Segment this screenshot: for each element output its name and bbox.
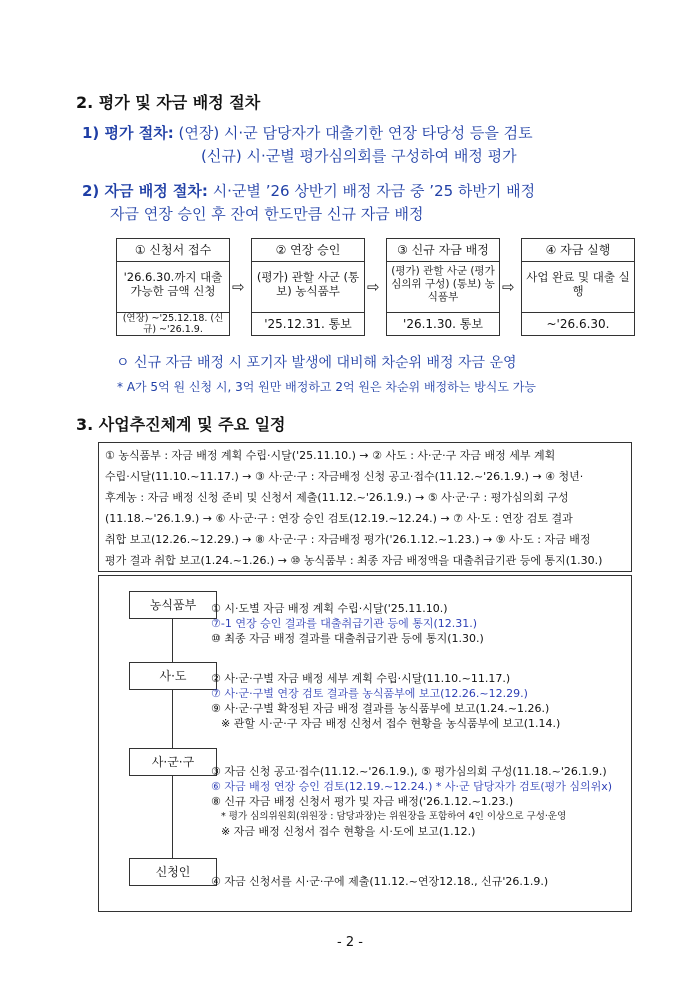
flow-step-4-head: ④ 자금 실행: [522, 239, 634, 262]
task-line: ③ 자금 신청 공고·접수(11.12.~'26.1.9.), ⑤ 평가심의회 구성(11.18.~'26.1.9.): [211, 765, 607, 778]
role-applicant: 신청인: [129, 858, 217, 886]
org-connector-line: [172, 608, 173, 878]
task-line: ① 시·도별 자금 배정 계획 수립·시달('25.11.10.): [211, 602, 448, 615]
note-reserve: ㅇ 신규 자금 배정 시 포기자 발생에 대비해 차순위 배정 자금 운영: [116, 355, 517, 371]
task-line: ⑦-1 연장 승인 결과를 대출취급기관 등에 통지(12.31.): [211, 617, 478, 630]
flow-step-1-head: ① 신청서 접수: [117, 239, 229, 262]
role-city-tasks: [211, 764, 612, 839]
task-line: * 평가 심의위원회(위원장 : 담당과장)는 위원장을 포함하여 4인 이상으로 구성·운영: [221, 811, 567, 822]
summary-line: 수립·시달(11.10.~11.17.) → ③ 사·군·구 : 자금배정 신청 공고·접수(11.12.~'26.1.9.) → ④ 청년·: [105, 470, 584, 483]
evaluation-procedure: [82, 122, 533, 143]
note-example: * A가 5억 원 신청 시, 3억 원만 배정하고 2억 원은 차순위 배정하는 방식도 가능: [117, 380, 536, 394]
schedule-summary-box: [98, 442, 632, 572]
page-number: - 2 -: [337, 935, 363, 950]
flow-step-3-head: ③ 신규 자금 배정: [387, 239, 499, 262]
evaluation-line1: (연장) 시·군 담당자가 대출기한 연장 타당성 등을 검토: [178, 124, 533, 142]
allocation-procedure: [82, 180, 535, 201]
evaluation-procedure-label: 1) 평가 절차:: [82, 124, 174, 142]
summary-line: ① 농식품부 : 자금 배정 계획 수립·시달('25.11.10.) → ② 사도 : 사·군·구 자금 배정 세부 계획: [105, 449, 556, 462]
flow-step-3-body: (평가) 관할 사군 (평가심의위 구성) (통보) 농식품부: [391, 264, 495, 303]
role-province: 사·도: [129, 662, 217, 690]
flow-step-3-date: '26.1.30. 통보: [387, 312, 499, 335]
task-line: ⑥ 자금 배정 연장 승인 검토(12.19.~12.24.) * 사·군 담당자가 검토(평가 심의위x): [211, 780, 613, 793]
flow-step-4-body: 사업 완료 및 대출 실행: [526, 270, 630, 298]
section3-title: 3. 사업추진체계 및 주요 일정: [76, 415, 286, 434]
role-province-tasks: [211, 671, 560, 731]
flow-step-4: [521, 238, 635, 336]
schedule-summary: [105, 445, 602, 571]
allocation-line2: 자금 연장 승인 후 잔여 한도만큼 신규 자금 배정: [110, 205, 424, 223]
role-applicant-tasks: [211, 874, 548, 889]
task-line: ④ 자금 신청서를 시·군·구에 제출(11.12.~연장12.18., 신규'26.1.9.): [211, 875, 549, 888]
flow-step-1-date: (연장) ~'25.12.18. (신규) ~'26.1.9.: [117, 312, 229, 335]
task-line: ⑨ 사·군·구별 확정된 자금 배정 결과를 농식품부에 보고(1.24.~1.26.): [211, 702, 550, 715]
flow-step-2-head: ② 연장 승인: [252, 239, 364, 262]
flow-step-3: [386, 238, 500, 336]
role-city: 사·군·구: [129, 748, 217, 776]
role-ministry-tasks: [211, 601, 484, 646]
task-line: ② 사·군·구별 자금 배정 세부 계획 수립·시달(11.10.~11.17.): [211, 672, 511, 685]
section2-title: 2. 평가 및 자금 배정 절차: [76, 93, 261, 112]
allocation-procedure-label: 2) 자금 배정 절차:: [82, 182, 208, 200]
flow-step-2-date: '25.12.31. 통보: [252, 312, 364, 335]
task-line: ※ 관할 시·군·구 자금 배정 신청서 접수 현황을 농식품부에 보고(1.14.): [221, 717, 561, 730]
task-line: ⑧ 신규 자금 배정 신청서 평가 및 자금 배정('26.1.12.~1.23.): [211, 795, 514, 808]
summary-line: (11.18.~'26.1.9.) → ⑥ 사·군·구 : 연장 승인 검토(12.19.~12.24.) → ⑦ 사·도 : 연장 검토 결과: [105, 512, 573, 525]
task-line: ⑩ 최종 자금 배정 결과를 대출취급기관 등에 통지(1.30.): [211, 632, 484, 645]
flow-arrow-3: ⇨: [502, 278, 515, 296]
flow-step-2: [251, 238, 365, 336]
flow-step-1-body: '26.6.30.까지 대출 가능한 금액 신청: [123, 270, 223, 298]
flow-step-2-body: (평가) 관할 사군 (통보) 농식품부: [256, 270, 360, 298]
summary-line: 평가 결과 취합 보고(1.24.~1.26.) → ⑩ 농식품부 : 최종 자금 배정액을 대출취급기관 등에 통지(1.30.): [105, 554, 603, 567]
flow-arrow-1: ⇨: [232, 278, 245, 296]
summary-line: 취합 보고(12.26.~12.29.) → ⑧ 사·군·구 : 자금배정 평가('26.1.12.~1.23.) → ⑨ 사·도 : 자금 배정: [105, 533, 591, 546]
flow-arrow-2: ⇨: [367, 278, 380, 296]
allocation-line1: 시·군별 ’26 상반기 배정 자금 중 ’25 하반기 배정: [212, 182, 536, 200]
flow-step-1: [116, 238, 230, 336]
summary-line: 후계농 : 자금 배정 신청 준비 및 신청서 제출(11.12.~'26.1.9.) → ⑤ 사·군·구 : 평가심의회 구성: [105, 491, 569, 504]
role-ministry: 농식품부: [129, 591, 217, 619]
task-line: ⑦ 사·군·구별 연장 검토 결과를 농식품부에 보고(12.26.~12.29.): [211, 687, 528, 700]
org-chart-box: [98, 575, 632, 912]
task-line: ※ 자금 배정 신청서 접수 현황을 시·도에 보고(1.12.): [221, 825, 476, 838]
evaluation-line2: (신규) 시·군별 평가심의회를 구성하여 배정 평가: [201, 147, 517, 165]
flow-step-4-date: ~'26.6.30.: [522, 312, 634, 335]
